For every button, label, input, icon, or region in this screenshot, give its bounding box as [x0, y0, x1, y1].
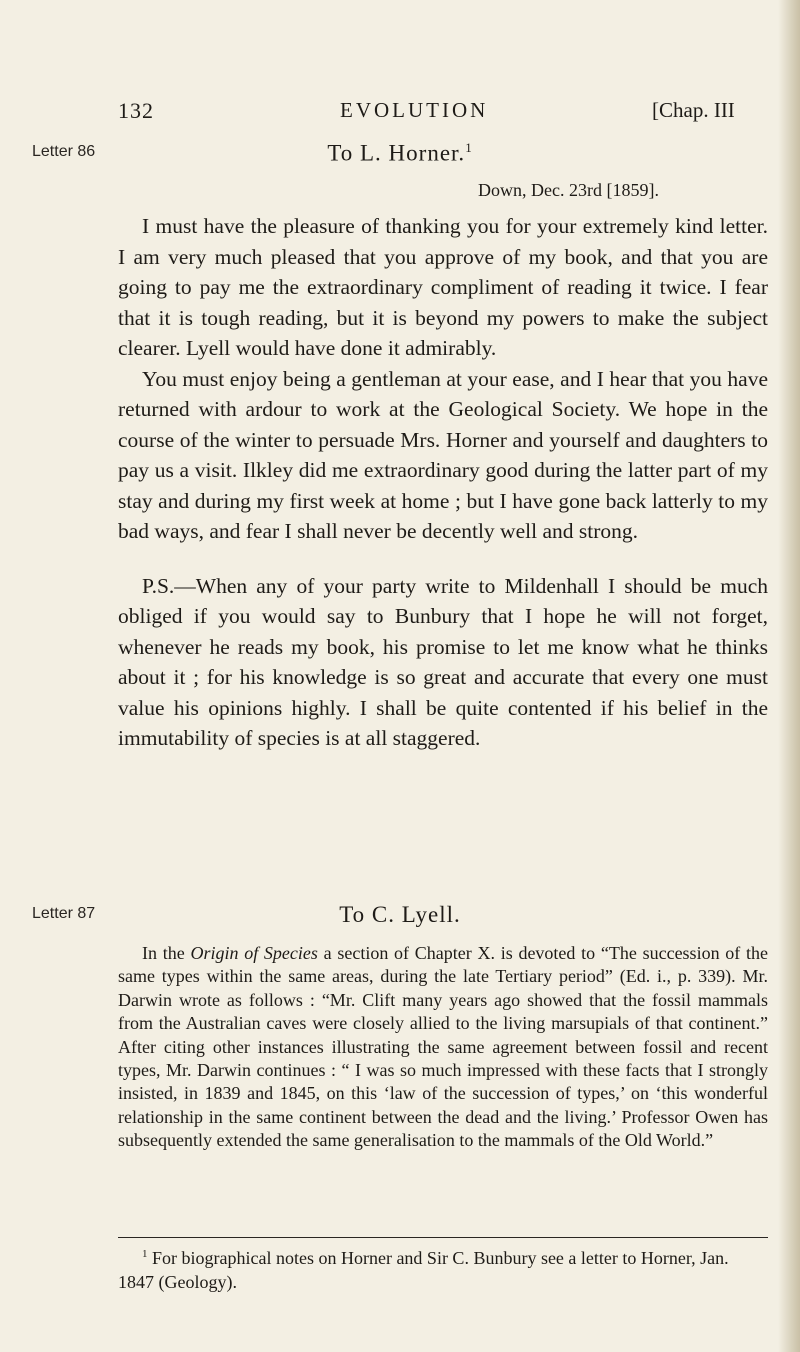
- letter-87-intro-lead: In the: [142, 943, 191, 963]
- letter-86-dateline: Down, Dec. 23rd [1859].: [478, 180, 659, 200]
- letter-87-heading: To C. Lyell.: [339, 902, 461, 927]
- margin-label-letter-86: Letter 86: [32, 143, 96, 160]
- margin-label-letter-87: Letter 87: [32, 905, 96, 922]
- running-title: EVOLUTION: [340, 98, 489, 122]
- footnote-marker: 1: [142, 1248, 148, 1260]
- page-edge-shadow: [778, 0, 800, 1352]
- letter-87-intro-rest: a section of Chapter X. is devoted to “The succession of the same types within the same areas, during the late Tertiary period” (Ed. i., p. 339). Mr. Darwin wrote as follows : “Mr. Clift many years ago showed that the fossil mammals from the Australian caves were closely allied to the living marsupials of that continent.” After citing other instances illustrating the same agreement between fossil and recent types, Mr. Darwin continues : “ I was so much impressed with these facts that I strongly insisted, in 1839 and 1845, on this ‘law of the succession of types,’ on ‘this wonderful relationship in the same continent between the dead and the living.’ Professor Owen has subsequently extended the same generalisation to the mammals of the Old World.”: [118, 943, 769, 1151]
- footnote-text: For biographical notes on Horner and Sir C. Bunbury see a letter to Horner, Jan. 1847 (Geology).: [118, 1248, 729, 1292]
- letter-86-body: [118, 211, 768, 754]
- page-number: 132: [118, 98, 154, 123]
- footnote-divider: [118, 1237, 768, 1238]
- chapter-label: [Chap. III: [652, 98, 735, 122]
- letter-86-postscript: P.S.—When any of your party write to Mildenhall I should be much obliged if you would say to Bunbury that I hope he will not forget, whenever he reads my book, his promise to let me know what he thinks about it ; for his knowledge is so great and accurate that every one must value his opinions highly. I shall be quite contented if his belief in the immutability of species is at all staggered.: [118, 573, 768, 750]
- footnote: [118, 1242, 768, 1294]
- letter-86-paragraph-2: You must enjoy being a gentleman at your ease, and I hear that you have returned with ardour to work at the Geological Society. We hope in the course of the winter to persuade Mrs. Horner and yourself and daughters to pay us a visit. Ilkley did me extraordinary good during the latter part of my stay and during my first week at home ; but I have gone back latterly to my bad ways, and fear I shall never be decently well and strong.: [118, 366, 768, 543]
- letter-86-heading-text: To L. Horner.: [327, 140, 466, 166]
- letter-87-body: [118, 942, 768, 1153]
- running-header: [0, 98, 800, 138]
- letter-86-heading: [0, 140, 800, 167]
- letter-87-intro: [118, 942, 768, 1153]
- footnote-ref: 1: [465, 140, 473, 155]
- letter-86-paragraph-1: I must have the pleasure of thanking you for your extremely kind letter. I am very much pleased that you approve of my book, and that you are going to pay me the extraordinary compliment of reading it twice. I fear that it is tough reading, but it is beyond my powers to make the subject clearer. Lyell would have done it admirably.: [118, 214, 768, 360]
- book-title: Origin of Species: [190, 943, 318, 963]
